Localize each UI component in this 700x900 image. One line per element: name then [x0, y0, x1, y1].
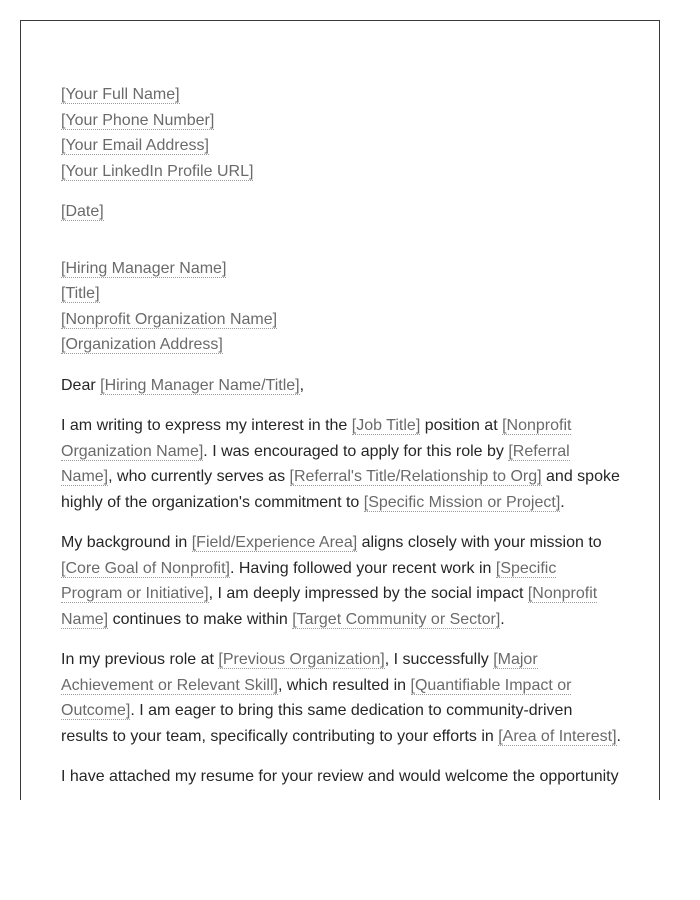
p2-text: aligns closely with your mission to [357, 534, 602, 551]
salutation [61, 373, 631, 399]
recipient-address: [Organization Address] [61, 336, 223, 353]
paragraph-interest [61, 413, 631, 515]
p3-text: . I am eager to bring this same dedication to community-driven [130, 702, 573, 719]
impact-placeholder: Outcome] [61, 702, 131, 719]
achievement-placeholder: Achievement or Relevant Skill] [61, 676, 278, 694]
nonprofit-name-placeholder: [Nonprofit [527, 585, 598, 602]
p2-text: . [500, 610, 505, 628]
sender-block [61, 82, 631, 184]
recipient-organization: [Nonprofit Organization Name] [61, 310, 278, 328]
salutation-prefix: Dear [61, 376, 101, 394]
sender-full-name: [Your Full Name] [61, 86, 180, 103]
paragraph-background [61, 530, 631, 632]
p1-text: , who currently serves as [108, 468, 290, 485]
program-placeholder: [Specific [495, 559, 557, 577]
recipient-block [61, 256, 631, 358]
previous-org-placeholder: [Previous Organization] [218, 651, 385, 668]
job-title-placeholder: [Job Title] [351, 417, 421, 434]
p1-text: . [560, 493, 565, 511]
paragraph-closing [61, 764, 631, 790]
achievement-placeholder: [Major [493, 651, 538, 668]
sender-phone: [Your Phone Number] [61, 111, 215, 129]
p2-text: . Having followed your recent work in [229, 559, 496, 577]
date-block [61, 199, 631, 225]
org-name-placeholder: Organization Name] [61, 442, 204, 460]
sender-email: [Your Email Address] [61, 137, 209, 154]
impact-placeholder: [Quantifiable Impact or [410, 676, 572, 694]
letter-content [61, 82, 631, 800]
p3-text: results to your team, specifically contributing to your efforts in [61, 727, 499, 745]
p1-text: highly of the organization's commitment to [61, 493, 364, 511]
salutation-suffix: , [299, 376, 305, 394]
core-goal-placeholder: [Core Goal of Nonprofit] [61, 559, 230, 577]
p3-text: . [616, 727, 621, 745]
p3-text: In my previous role at [61, 651, 219, 668]
nonprofit-name-placeholder: Name] [61, 610, 109, 628]
p1-text: I am writing to express my interest in the [61, 417, 352, 434]
letter-page [20, 20, 660, 800]
p3-text: , which resulted in [277, 676, 411, 694]
salutation-name: [Hiring Manager Name/Title] [100, 376, 300, 394]
paragraph-experience [61, 647, 631, 749]
p1-text: and spoke [541, 468, 620, 485]
p1-text: position at [420, 417, 503, 434]
recipient-title: [Title] [61, 285, 100, 302]
p2-text: My background in [61, 534, 192, 551]
p4-text: I have attached my resume for your review and would welcome the opportunity [61, 768, 619, 785]
mission-placeholder: [Specific Mission or Project] [363, 493, 561, 511]
p2-text: continues to make within [108, 610, 293, 628]
community-placeholder: [Target Community or Sector] [292, 610, 501, 628]
p3-text: , I successfully [384, 651, 494, 668]
org-name-placeholder: [Nonprofit [502, 417, 572, 434]
program-placeholder: Program or Initiative] [61, 585, 209, 602]
referral-name-placeholder: Name] [61, 468, 109, 485]
letter-date: [Date] [61, 203, 104, 220]
p2-text: , I am deeply impressed by the social impact [208, 585, 528, 602]
sender-linkedin: [Your LinkedIn Profile URL] [61, 162, 254, 180]
p1-text: . I was encouraged to apply for this role by [203, 442, 509, 460]
area-of-interest-placeholder: [Area of Interest] [498, 727, 617, 745]
referral-title-placeholder: [Referral's Title/Relationship to Org] [289, 468, 542, 485]
referral-name-placeholder: [Referral [508, 442, 570, 460]
recipient-name: [Hiring Manager Name] [61, 259, 227, 277]
field-placeholder: [Field/Experience Area] [191, 534, 358, 551]
